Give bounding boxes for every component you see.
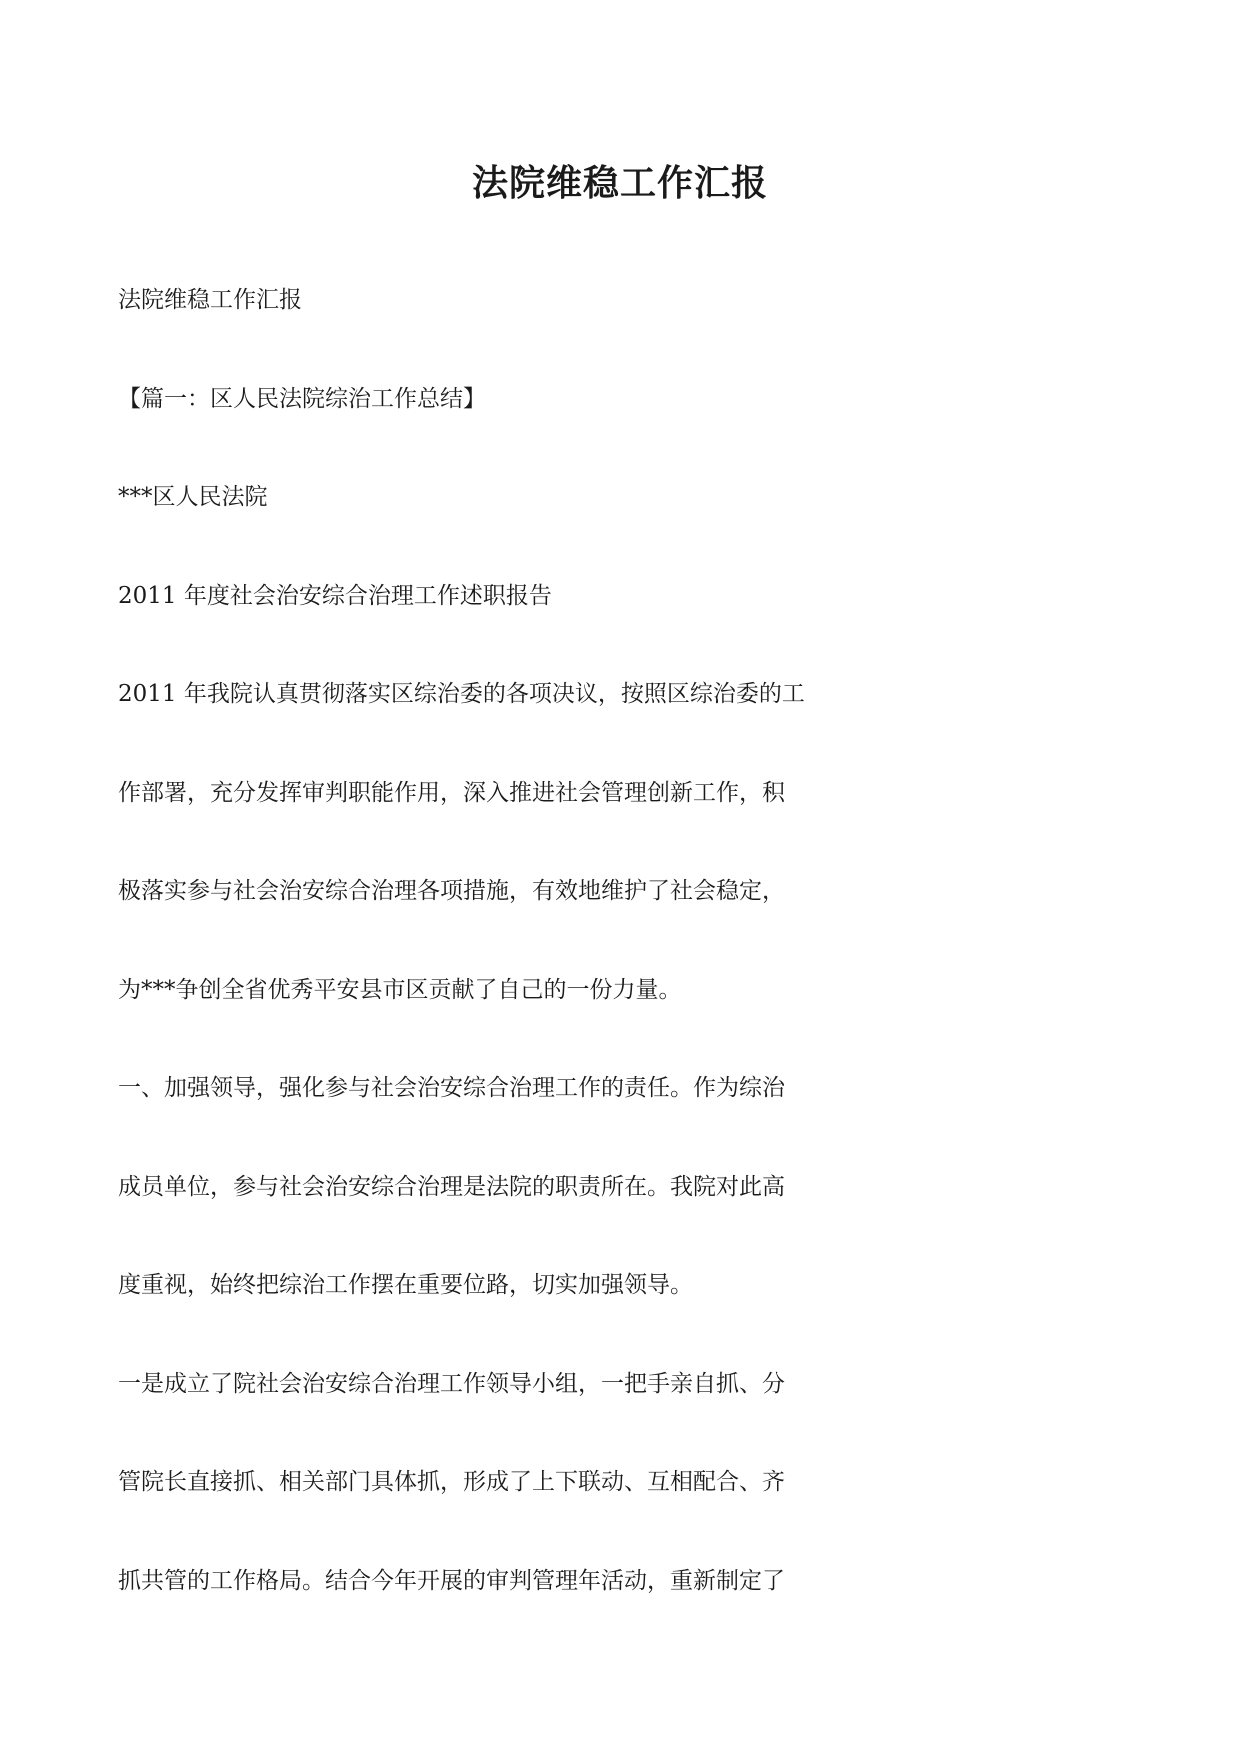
body-line: 极落实参与社会治安综合治理各项措施，有效地维护了社会稳定， xyxy=(118,878,785,904)
body-line: 成员单位，参与社会治安综合治理是法院的职责所在。我院对此高 xyxy=(118,1173,785,1200)
body-line: 一、加强领导，强化参与社会治安综合治理工作的责任。作为综治 xyxy=(118,1075,785,1101)
body-line: 管院长直接抓、相关部门具体抓，形成了上下联动、互相配合、齐 xyxy=(118,1469,785,1495)
body-line: 度重视，始终把综治工作摆在重要位路，切实加强领导。 xyxy=(118,1272,693,1298)
body-line: 为***争创全省优秀平安县市区贡献了自己的一份力量。 xyxy=(118,976,682,1003)
body-line: 一是成立了院社会治安综合治理工作领导小组，一把手亲自抓、分 xyxy=(118,1370,785,1397)
document-title: 法院维稳工作汇报 xyxy=(471,162,768,204)
subtitle-line: 法院维稳工作汇报 xyxy=(118,287,302,313)
body-line: 抓共管的工作格局。结合今年开展的审判管理年活动，重新制定了 xyxy=(118,1567,785,1594)
court-name-line: ***区人民法院 xyxy=(118,484,268,510)
body-line: 2011 年我院认真贯彻落实区综治委的各项决议，按照区综治委的工 xyxy=(118,681,805,707)
body-line: 作部署，充分发挥审判职能作用，深入推进社会管理创新工作，积 xyxy=(118,779,785,806)
report-title-line: 2011 年度社会治安综合治理工作述职报告 xyxy=(118,582,552,609)
section-heading: 【篇一：区人民法院综治工作总结】 xyxy=(118,385,486,412)
document-body xyxy=(118,284,878,1663)
